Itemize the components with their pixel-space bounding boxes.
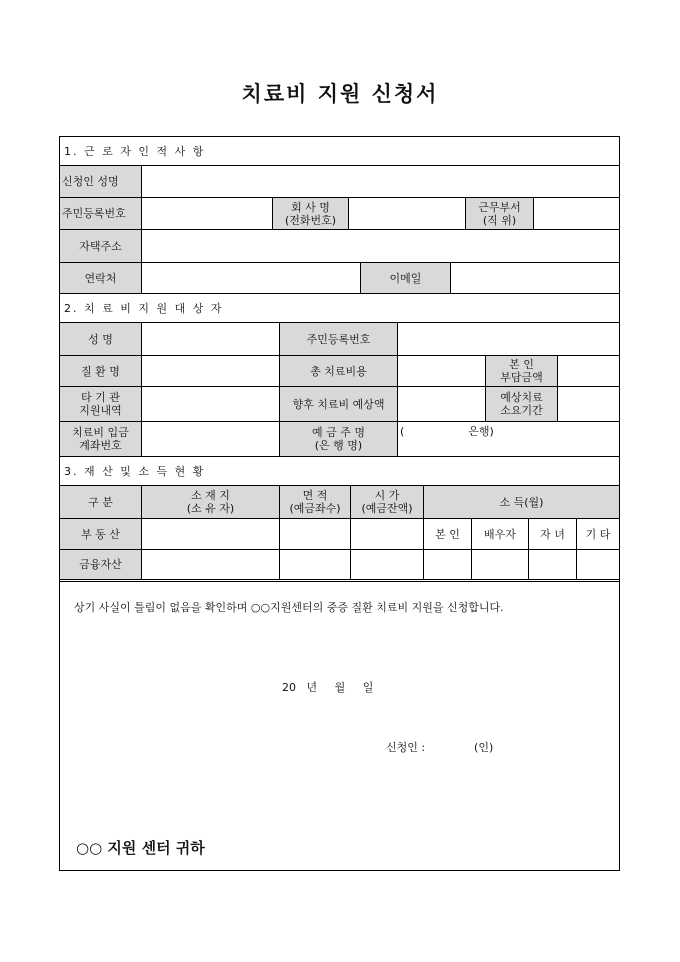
other-support-label: 타 기 관 지원내역 — [60, 387, 142, 422]
double-rule — [60, 581, 619, 582]
col-value-header: 시 가 (예금잔액) — [351, 486, 424, 519]
department-label: 근무부서 (직 위) — [466, 198, 534, 230]
section2-header: 2. 치 료 비 지 원 대 상 자 — [60, 294, 619, 323]
real-estate-area[interactable] — [280, 519, 351, 550]
financial-area[interactable] — [280, 550, 351, 580]
income-children-header: 자 녀 — [529, 519, 577, 550]
email-label: 이메일 — [361, 263, 451, 294]
patient-name-field[interactable] — [142, 323, 280, 356]
contact-field[interactable] — [142, 263, 361, 294]
disease-label: 질 환 명 — [60, 356, 142, 387]
real-estate-value[interactable] — [351, 519, 424, 550]
pledge-date: 20 년 월 일 — [282, 681, 374, 694]
expected-cost-label: 향후 치료비 예상액 — [280, 387, 398, 422]
expected-cost-field[interactable] — [398, 387, 486, 422]
patient-rrn-label: 주민등록번호 — [280, 323, 398, 356]
document-title: 치료비 지원 신청서 — [241, 81, 439, 106]
disease-field[interactable] — [142, 356, 280, 387]
other-support-field[interactable] — [142, 387, 280, 422]
income-other-field[interactable] — [577, 550, 619, 580]
real-estate-location[interactable] — [142, 519, 280, 550]
department-field[interactable] — [534, 198, 619, 230]
applicant-rrn-field[interactable] — [142, 198, 273, 230]
company-field[interactable] — [349, 198, 466, 230]
col-location-header: 소 재 지 (소 유 자) — [142, 486, 280, 519]
company-label: 회 사 명 (전화번호) — [273, 198, 349, 230]
total-cost-label: 총 치료비용 — [280, 356, 398, 387]
row-financial-label: 금융자산 — [60, 550, 142, 580]
addressee: ○○ 지원 센터 귀하 — [76, 839, 205, 857]
financial-location[interactable] — [142, 550, 280, 580]
self-pay-label: 본 인 부담금액 — [486, 356, 558, 387]
account-field[interactable] — [142, 422, 280, 457]
period-label: 예상치료 소요기간 — [486, 387, 558, 422]
account-label: 치료비 입금 계좌번호 — [60, 422, 142, 457]
account-holder-label: 예 금 주 명 (은 행 명) — [280, 422, 398, 457]
income-spouse-field[interactable] — [472, 550, 529, 580]
contact-label: 연락처 — [60, 263, 142, 294]
income-self-header: 본 인 — [424, 519, 472, 550]
bank-open-paren: ( — [400, 425, 405, 438]
row-real-estate-label: 부 동 산 — [60, 519, 142, 550]
income-self-field[interactable] — [424, 550, 472, 580]
col-area-header: 면 적 (예금좌수) — [280, 486, 351, 519]
self-pay-field[interactable] — [558, 356, 619, 387]
patient-name-label: 성 명 — [60, 323, 142, 356]
email-field[interactable] — [451, 263, 619, 294]
col-type-header: 구 분 — [60, 486, 142, 519]
address-label: 자택주소 — [60, 230, 142, 263]
applicant-name-field[interactable] — [142, 166, 619, 198]
account-holder-field[interactable] — [398, 422, 619, 457]
col-income-header: 소 득(월) — [424, 486, 619, 519]
total-cost-field[interactable] — [398, 356, 486, 387]
income-children-field[interactable] — [529, 550, 577, 580]
bank-suffix: 은행) — [468, 425, 494, 438]
address-field[interactable] — [142, 230, 619, 263]
application-form — [59, 136, 620, 871]
applicant-signature: 신청인 : (인) — [386, 741, 494, 754]
period-field[interactable] — [558, 387, 619, 422]
pledge-statement: 상기 사실이 틀림이 없음을 확인하며 ○○지원센터의 중증 질환 치료비 지원을 신청합니다. — [74, 601, 504, 614]
applicant-rrn-label: 주민등록번호 — [60, 198, 142, 230]
section3-header: 3. 재 산 및 소 득 현 황 — [60, 457, 619, 486]
income-spouse-header: 배우자 — [472, 519, 529, 550]
section1-header: 1. 근 로 자 인 적 사 항 — [60, 137, 619, 166]
patient-rrn-field[interactable] — [398, 323, 619, 356]
applicant-name-label: 신청인 성명 — [60, 166, 142, 198]
income-other-header: 기 타 — [577, 519, 619, 550]
financial-value[interactable] — [351, 550, 424, 580]
